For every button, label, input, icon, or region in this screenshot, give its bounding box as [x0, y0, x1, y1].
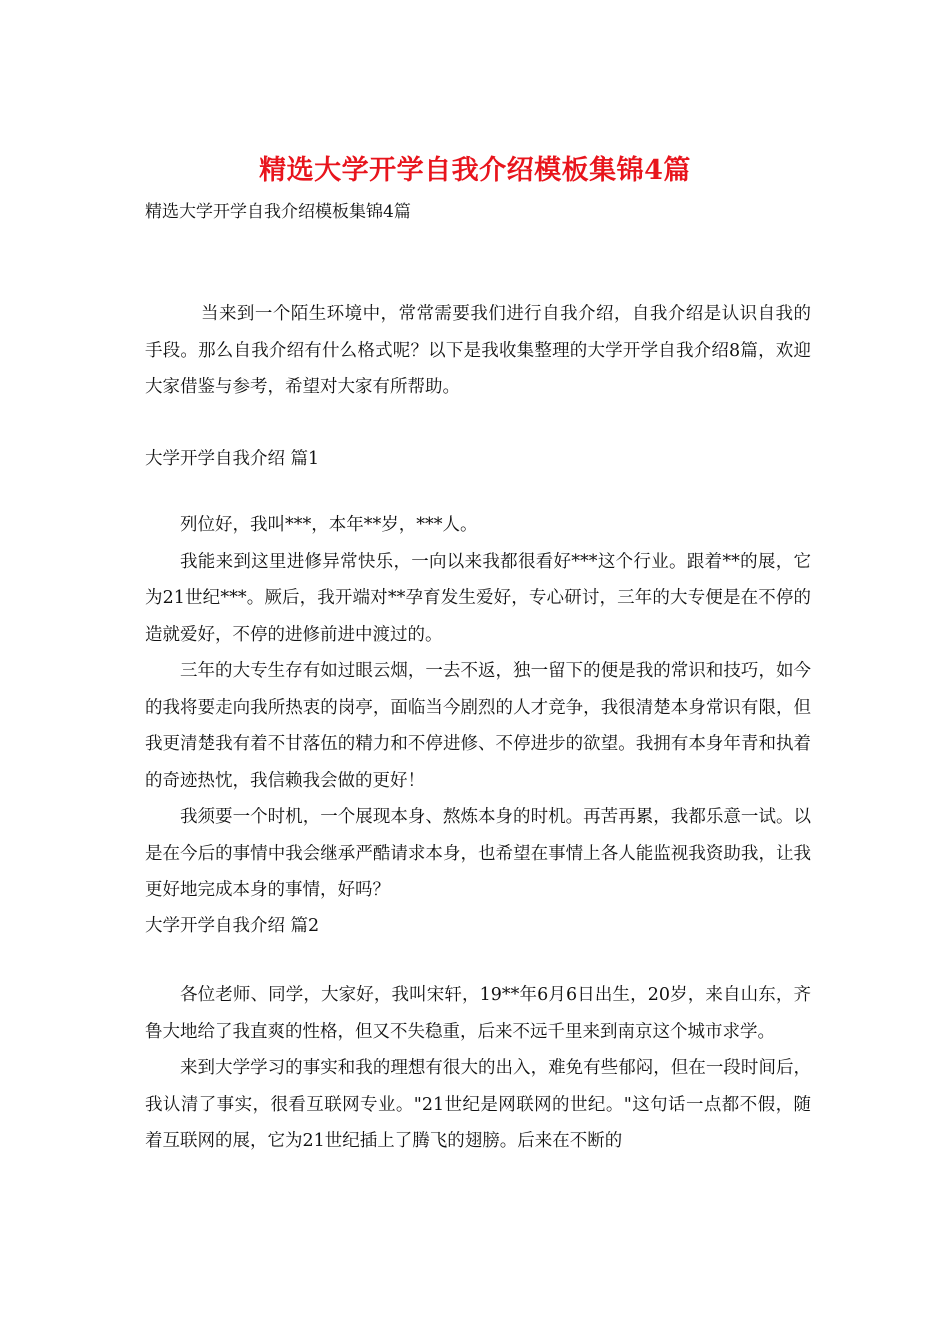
section-1-body — [145, 507, 811, 909]
intro-paragraph: 当来到一个陌生环境中，常常需要我们进行自我介绍，自我介绍是认识自我的手段。那么自我介绍有什么格式呢？以下是我收集整理的大学开学自我介绍8篇，欢迎大家借鉴与参考，希望对大家有所帮助。 — [145, 304, 811, 397]
section-1-heading: 大学开学自我介绍 篇1 — [145, 449, 320, 469]
section-1-paragraph: 我能来到这里进修异常快乐，一向以来我都很看好***这个行业。跟着**的展，它为21世纪***。厥后，我开端对**孕育发生爱好，专心研讨，三年的大专便是在不停的造就爱好，不停的进修前进中渡过的。 — [145, 551, 811, 645]
section-1-paragraph: 列位好，我叫***，本年**岁，***人。 — [180, 515, 478, 535]
section-2-body — [145, 977, 811, 1160]
section-1-paragraph: 我须要一个时机，一个展现本身、熬炼本身的时机。再苦再累，我都乐意一试。以是在今后的事情中我会继承严酷请求本身，也希望在事情上各人能监视我资助我，让我更好地完成本身的事情，好吗？ — [145, 807, 811, 900]
section-1-paragraph: 三年的大专生存有如过眼云烟，一去不返，独一留下的便是我的常识和技巧，如今的我将要走向我所热衷的岗亭，面临当今剧烈的人才竞争，我很清楚本身常识有限，但我更清楚我有着不甘落伍的精力和不停进修、不停进步的欲望。我拥有本身年青和执着的奇迹热忱，我信赖我会做的更好！ — [145, 661, 811, 791]
section-2-heading: 大学开学自我介绍 篇2 — [145, 916, 320, 936]
intro-block — [145, 296, 811, 406]
document-title: 精选大学开学自我介绍模板集锦4篇 — [259, 155, 691, 186]
section-2-paragraph: 来到大学学习的事实和我的理想有很大的出入，难免有些郁闷，但在一段时间后，我认清了事实，很看互联网专业。"21世纪是网联网的世纪。"这句话一点都不假，随着互联网的展，它为21世纪插上了腾飞的翅膀。后来在不断的 — [145, 1058, 811, 1151]
section-2-paragraph: 各位老师、同学，大家好，我叫宋轩，19**年6月6日出生，20岁，来自山东，齐鲁大地给了我直爽的性格，但又不失稳重，后来不远千里来到南京这个城市求学。 — [145, 985, 811, 1042]
document-subtitle: 精选大学开学自我介绍模板集锦4篇 — [145, 202, 411, 222]
